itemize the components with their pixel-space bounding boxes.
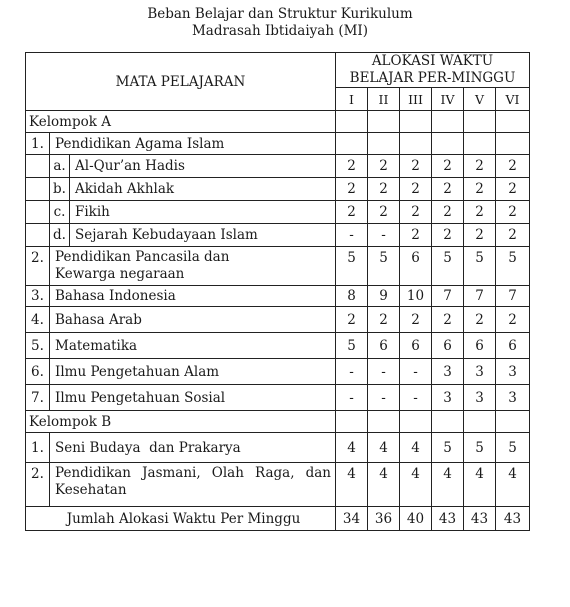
value-cell: 3 <box>432 359 464 385</box>
subject-name: Ilmu Pengetahuan Alam <box>50 359 336 385</box>
sub-letter: c. <box>50 201 70 224</box>
value-cell: 2 <box>432 201 464 224</box>
value-cell: 4 <box>336 433 368 463</box>
value-cell: - <box>336 224 368 247</box>
value-cell: 2 <box>464 201 496 224</box>
value-cell: - <box>368 385 400 411</box>
group-a-label: Kelompok A <box>26 111 336 133</box>
value-cell: 3 <box>496 359 530 385</box>
value-cell: 10 <box>400 286 432 307</box>
grade-header: V <box>464 88 496 111</box>
value-cell: 2 <box>496 155 530 178</box>
total-value-cell: 36 <box>368 507 400 531</box>
value-cell: 2 <box>368 201 400 224</box>
value-cell: 6 <box>400 247 432 286</box>
value-cell: 2 <box>400 307 432 333</box>
document-subtitle: Madrasah Ibtidaiyah (MI) <box>191 23 369 39</box>
value-cell: 4 <box>400 463 432 507</box>
value-cell: 7 <box>432 286 464 307</box>
value-cell: 4 <box>368 433 400 463</box>
value-cell: 5 <box>496 247 530 286</box>
value-cell: 2 <box>464 307 496 333</box>
total-value-cell: 43 <box>432 507 464 531</box>
table-row <box>26 133 530 155</box>
grade-header: IV <box>432 88 464 111</box>
allocation-header-line2: BELAJAR PER-MINGGU <box>349 70 516 86</box>
value-cell: 6 <box>496 333 530 359</box>
allocation-header <box>336 53 530 88</box>
value-cell: 6 <box>368 333 400 359</box>
grade-header: III <box>400 88 432 111</box>
subject-name: Pendidikan Jasmani, Olah Raga, dan Kesehatan <box>50 463 336 507</box>
value-cell: 4 <box>432 463 464 507</box>
value-cell: 5 <box>464 247 496 286</box>
table-row <box>26 385 530 411</box>
subject-name: Seni Budaya dan Prakarya <box>50 433 336 463</box>
value-cell: 2 <box>400 178 432 201</box>
value-cell: 3 <box>432 385 464 411</box>
value-cell: 9 <box>368 286 400 307</box>
value-cell: - <box>336 385 368 411</box>
group-b-row <box>26 411 530 433</box>
row-number: 2. <box>26 247 50 286</box>
table-row <box>26 201 530 224</box>
value-cell: - <box>400 385 432 411</box>
value-cell: - <box>400 359 432 385</box>
value-cell: 2 <box>496 224 530 247</box>
sub-letter: b. <box>50 178 70 201</box>
subject-name: Pendidikan Pancasila dan Kewarga negaraan <box>50 247 336 286</box>
row-number: 3. <box>26 286 50 307</box>
value-cell: 2 <box>432 307 464 333</box>
total-value-cell: 34 <box>336 507 368 531</box>
value-cell: - <box>368 359 400 385</box>
total-label: Jumlah Alokasi Waktu Per Minggu <box>26 507 336 531</box>
value-cell: 2 <box>464 178 496 201</box>
subject-name: Bahasa Indonesia <box>50 286 336 307</box>
row-number: 2. <box>26 463 50 507</box>
table-row <box>26 155 530 178</box>
grade-header: I <box>336 88 368 111</box>
value-cell: 5 <box>464 433 496 463</box>
value-cell: 5 <box>336 333 368 359</box>
table-row <box>26 463 530 507</box>
value-cell: 2 <box>336 307 368 333</box>
subject-name: Bahasa Arab <box>50 307 336 333</box>
value-cell: 2 <box>368 178 400 201</box>
table-row <box>26 286 530 307</box>
value-cell: 3 <box>496 385 530 411</box>
total-value-cell: 43 <box>496 507 530 531</box>
row-number: 4. <box>26 307 50 333</box>
value-cell: - <box>368 224 400 247</box>
grade-header: II <box>368 88 400 111</box>
value-cell: 3 <box>464 385 496 411</box>
value-cell: 2 <box>400 224 432 247</box>
grade-header: VI <box>496 88 530 111</box>
table-row <box>26 307 530 333</box>
subject-column-header: MATA PELAJARAN <box>26 53 336 111</box>
value-cell: 5 <box>432 433 464 463</box>
value-cell: 5 <box>496 433 530 463</box>
value-cell: 2 <box>496 201 530 224</box>
subject-name: Sejarah Kebudayaan Islam <box>70 224 336 247</box>
table-row <box>26 433 530 463</box>
subject-name: Fikih <box>70 201 336 224</box>
value-cell: 5 <box>336 247 368 286</box>
value-cell: 4 <box>464 463 496 507</box>
value-cell: 6 <box>432 333 464 359</box>
value-cell: 2 <box>432 155 464 178</box>
subject-name: Pendidikan Agama Islam <box>50 133 336 155</box>
header-row <box>26 53 530 88</box>
value-cell: 2 <box>336 178 368 201</box>
total-value-cell: 43 <box>464 507 496 531</box>
group-b-label: Kelompok B <box>26 411 336 433</box>
value-cell: 4 <box>496 463 530 507</box>
value-cell: 2 <box>432 178 464 201</box>
row-number: 1. <box>26 433 50 463</box>
sub-letter: d. <box>50 224 70 247</box>
table-row <box>26 178 530 201</box>
value-cell: 2 <box>432 224 464 247</box>
value-cell: 7 <box>464 286 496 307</box>
subject-name: Matematika <box>50 333 336 359</box>
value-cell: 2 <box>464 155 496 178</box>
row-number: 1. <box>26 133 50 155</box>
sub-letter: a. <box>50 155 70 178</box>
value-cell: 2 <box>400 155 432 178</box>
value-cell: 4 <box>400 433 432 463</box>
value-cell: 4 <box>368 463 400 507</box>
value-cell: 8 <box>336 286 368 307</box>
value-cell: 5 <box>368 247 400 286</box>
total-value-cell: 40 <box>400 507 432 531</box>
group-a-row <box>26 111 530 133</box>
table-row <box>26 359 530 385</box>
document-title: Beban Belajar dan Struktur Kurikulum <box>147 6 413 22</box>
value-cell: 2 <box>496 307 530 333</box>
row-number: 6. <box>26 359 50 385</box>
subject-name: Al-Qur’an Hadis <box>70 155 336 178</box>
value-cell: 2 <box>400 201 432 224</box>
table-row <box>26 333 530 359</box>
subject-name: Akidah Akhlak <box>70 178 336 201</box>
total-row <box>26 507 530 531</box>
value-cell: 6 <box>464 333 496 359</box>
row-number: 7. <box>26 385 50 411</box>
value-cell: 3 <box>464 359 496 385</box>
value-cell: 2 <box>496 178 530 201</box>
value-cell: 7 <box>496 286 530 307</box>
value-cell: 4 <box>336 463 368 507</box>
value-cell: 5 <box>432 247 464 286</box>
value-cell: 2 <box>336 201 368 224</box>
curriculum-table <box>25 52 530 531</box>
value-cell: 2 <box>336 155 368 178</box>
value-cell: 2 <box>368 155 400 178</box>
value-cell: 2 <box>368 307 400 333</box>
value-cell: 2 <box>464 224 496 247</box>
row-number: 5. <box>26 333 50 359</box>
allocation-header-line1: ALOKASI WAKTU <box>371 53 494 69</box>
table-row <box>26 247 530 286</box>
table-row <box>26 224 530 247</box>
value-cell: 6 <box>400 333 432 359</box>
subject-name: Ilmu Pengetahuan Sosial <box>50 385 336 411</box>
value-cell: - <box>336 359 368 385</box>
